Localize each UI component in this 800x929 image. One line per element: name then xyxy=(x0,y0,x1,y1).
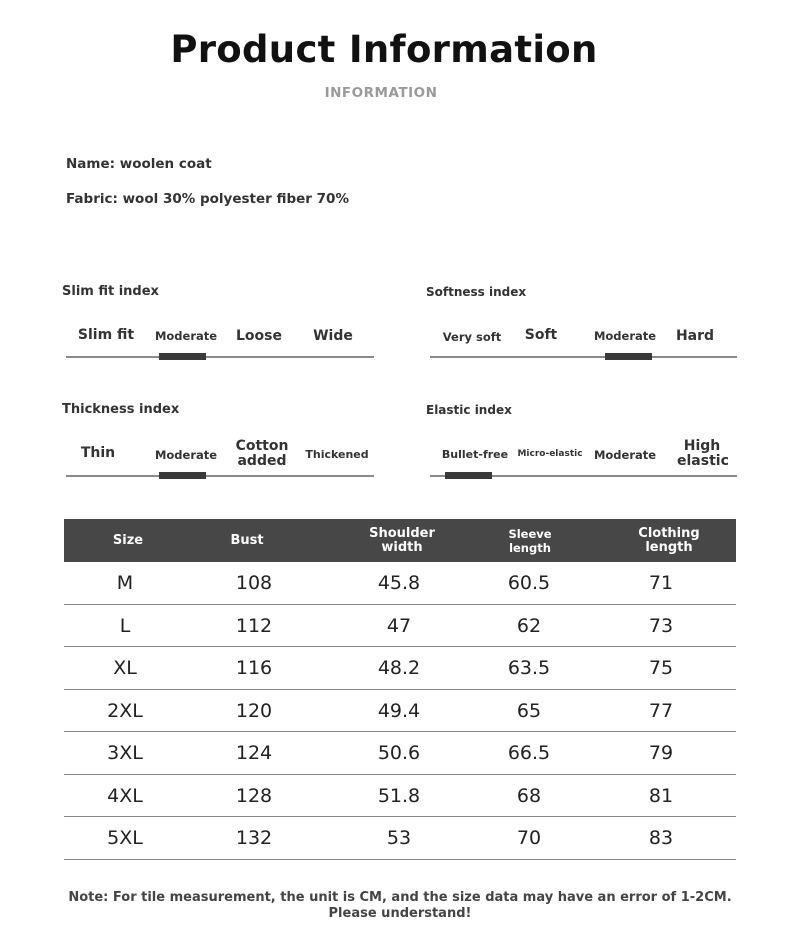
cell-bust: 120 xyxy=(235,699,273,722)
scale-option: Moderate xyxy=(593,448,657,462)
cell-size: 5XL xyxy=(107,827,143,849)
slim-fit-index-scale xyxy=(66,318,374,358)
cell-clothing-length: 77 xyxy=(648,699,674,722)
cell-size: L xyxy=(119,614,131,637)
cell-shoulder-width: 47 xyxy=(386,614,412,637)
cell-sleeve-length: 68 xyxy=(516,784,542,807)
scale-marker xyxy=(605,353,652,360)
page-title: Product Information xyxy=(170,28,598,71)
table-row xyxy=(64,562,736,605)
cell-shoulder-width: 48.2 xyxy=(377,657,421,679)
scale-option: Thickened xyxy=(305,448,369,461)
table-row xyxy=(64,817,736,860)
cell-bust: 128 xyxy=(235,784,273,807)
cell-bust: 108 xyxy=(235,572,273,594)
scale-option: Hard xyxy=(675,328,715,344)
cell-size: XL xyxy=(113,657,137,679)
scale-option: Moderate xyxy=(593,329,657,343)
scale-marker xyxy=(159,472,206,479)
scale-option: Moderate xyxy=(154,329,218,343)
cell-shoulder-width: 53 xyxy=(386,827,412,849)
cell-clothing-length: 81 xyxy=(648,784,674,807)
scale-option: Very soft xyxy=(442,330,502,344)
cell-sleeve-length: 70 xyxy=(516,827,542,849)
elastic-index-scale xyxy=(430,437,737,477)
cell-shoulder-width: 49.4 xyxy=(377,699,421,722)
cell-size: 2XL xyxy=(107,699,143,722)
scale-option: Loose xyxy=(236,328,282,344)
table-row xyxy=(64,605,736,648)
header-sleeve-length: Sleeve length xyxy=(508,526,552,555)
scale-line xyxy=(430,356,737,358)
cell-clothing-length: 79 xyxy=(648,742,674,764)
cell-shoulder-width: 45.8 xyxy=(377,572,421,594)
scale-option: Wide xyxy=(313,328,353,344)
page-subtitle: INFORMATION xyxy=(324,85,438,101)
cell-size: M xyxy=(116,572,134,594)
scale-option: Micro-elastic xyxy=(517,449,583,459)
cell-sleeve-length: 65 xyxy=(516,699,542,722)
scale-option: Soft xyxy=(524,327,558,343)
scale-option: Moderate xyxy=(154,448,218,462)
cell-bust: 132 xyxy=(235,827,273,849)
cell-clothing-length: 75 xyxy=(648,657,674,679)
elastic-index-title: Elastic index xyxy=(426,403,512,417)
cell-bust: 124 xyxy=(235,742,273,764)
header-bust: Bust xyxy=(230,532,264,548)
table-header xyxy=(64,519,736,562)
softness-index-title: Softness index xyxy=(426,285,527,299)
cell-sleeve-length: 63.5 xyxy=(507,657,551,679)
softness-index-scale xyxy=(430,318,737,358)
header-size: Size xyxy=(112,532,144,548)
slim-fit-index-title: Slim fit index xyxy=(62,284,159,299)
cell-bust: 116 xyxy=(235,657,273,679)
cell-size: 4XL xyxy=(107,784,143,807)
cell-bust: 112 xyxy=(235,614,273,637)
size-table xyxy=(64,519,736,860)
product-fabric: Fabric: wool 30% polyester fiber 70% xyxy=(66,191,349,207)
cell-sleeve-length: 60.5 xyxy=(507,572,551,594)
cell-sleeve-length: 62 xyxy=(516,614,542,637)
scale-option: Thin xyxy=(80,445,116,461)
scale-option: Bullet-free xyxy=(441,448,509,461)
thickness-index-title: Thickness index xyxy=(62,402,180,417)
header-shoulder-width: Shoulder width xyxy=(369,525,435,555)
scale-line xyxy=(66,356,374,358)
product-name: Name: woolen coat xyxy=(66,156,212,172)
scale-line xyxy=(66,475,374,477)
scale-option: High elastic xyxy=(677,438,729,469)
scale-option: Cotton added xyxy=(235,438,289,469)
cell-size: 3XL xyxy=(107,742,143,764)
cell-shoulder-width: 50.6 xyxy=(377,742,421,764)
measurement-note: Note: For tile measurement, the unit is CM, and the size data may have an error of 1-2CM. Please understand! xyxy=(68,890,732,921)
cell-clothing-length: 71 xyxy=(648,572,674,594)
cell-clothing-length: 83 xyxy=(648,827,674,849)
table-row xyxy=(64,647,736,690)
header-clothing-length: Clothing length xyxy=(638,525,700,555)
scale-marker xyxy=(445,472,492,479)
cell-sleeve-length: 66.5 xyxy=(507,742,551,764)
scale-option: Slim fit xyxy=(77,327,135,343)
cell-shoulder-width: 51.8 xyxy=(377,784,421,807)
thickness-index-scale xyxy=(66,437,374,477)
table-row xyxy=(64,775,736,818)
scale-marker xyxy=(159,353,206,360)
cell-clothing-length: 73 xyxy=(648,614,674,637)
table-row xyxy=(64,690,736,733)
table-row xyxy=(64,732,736,775)
